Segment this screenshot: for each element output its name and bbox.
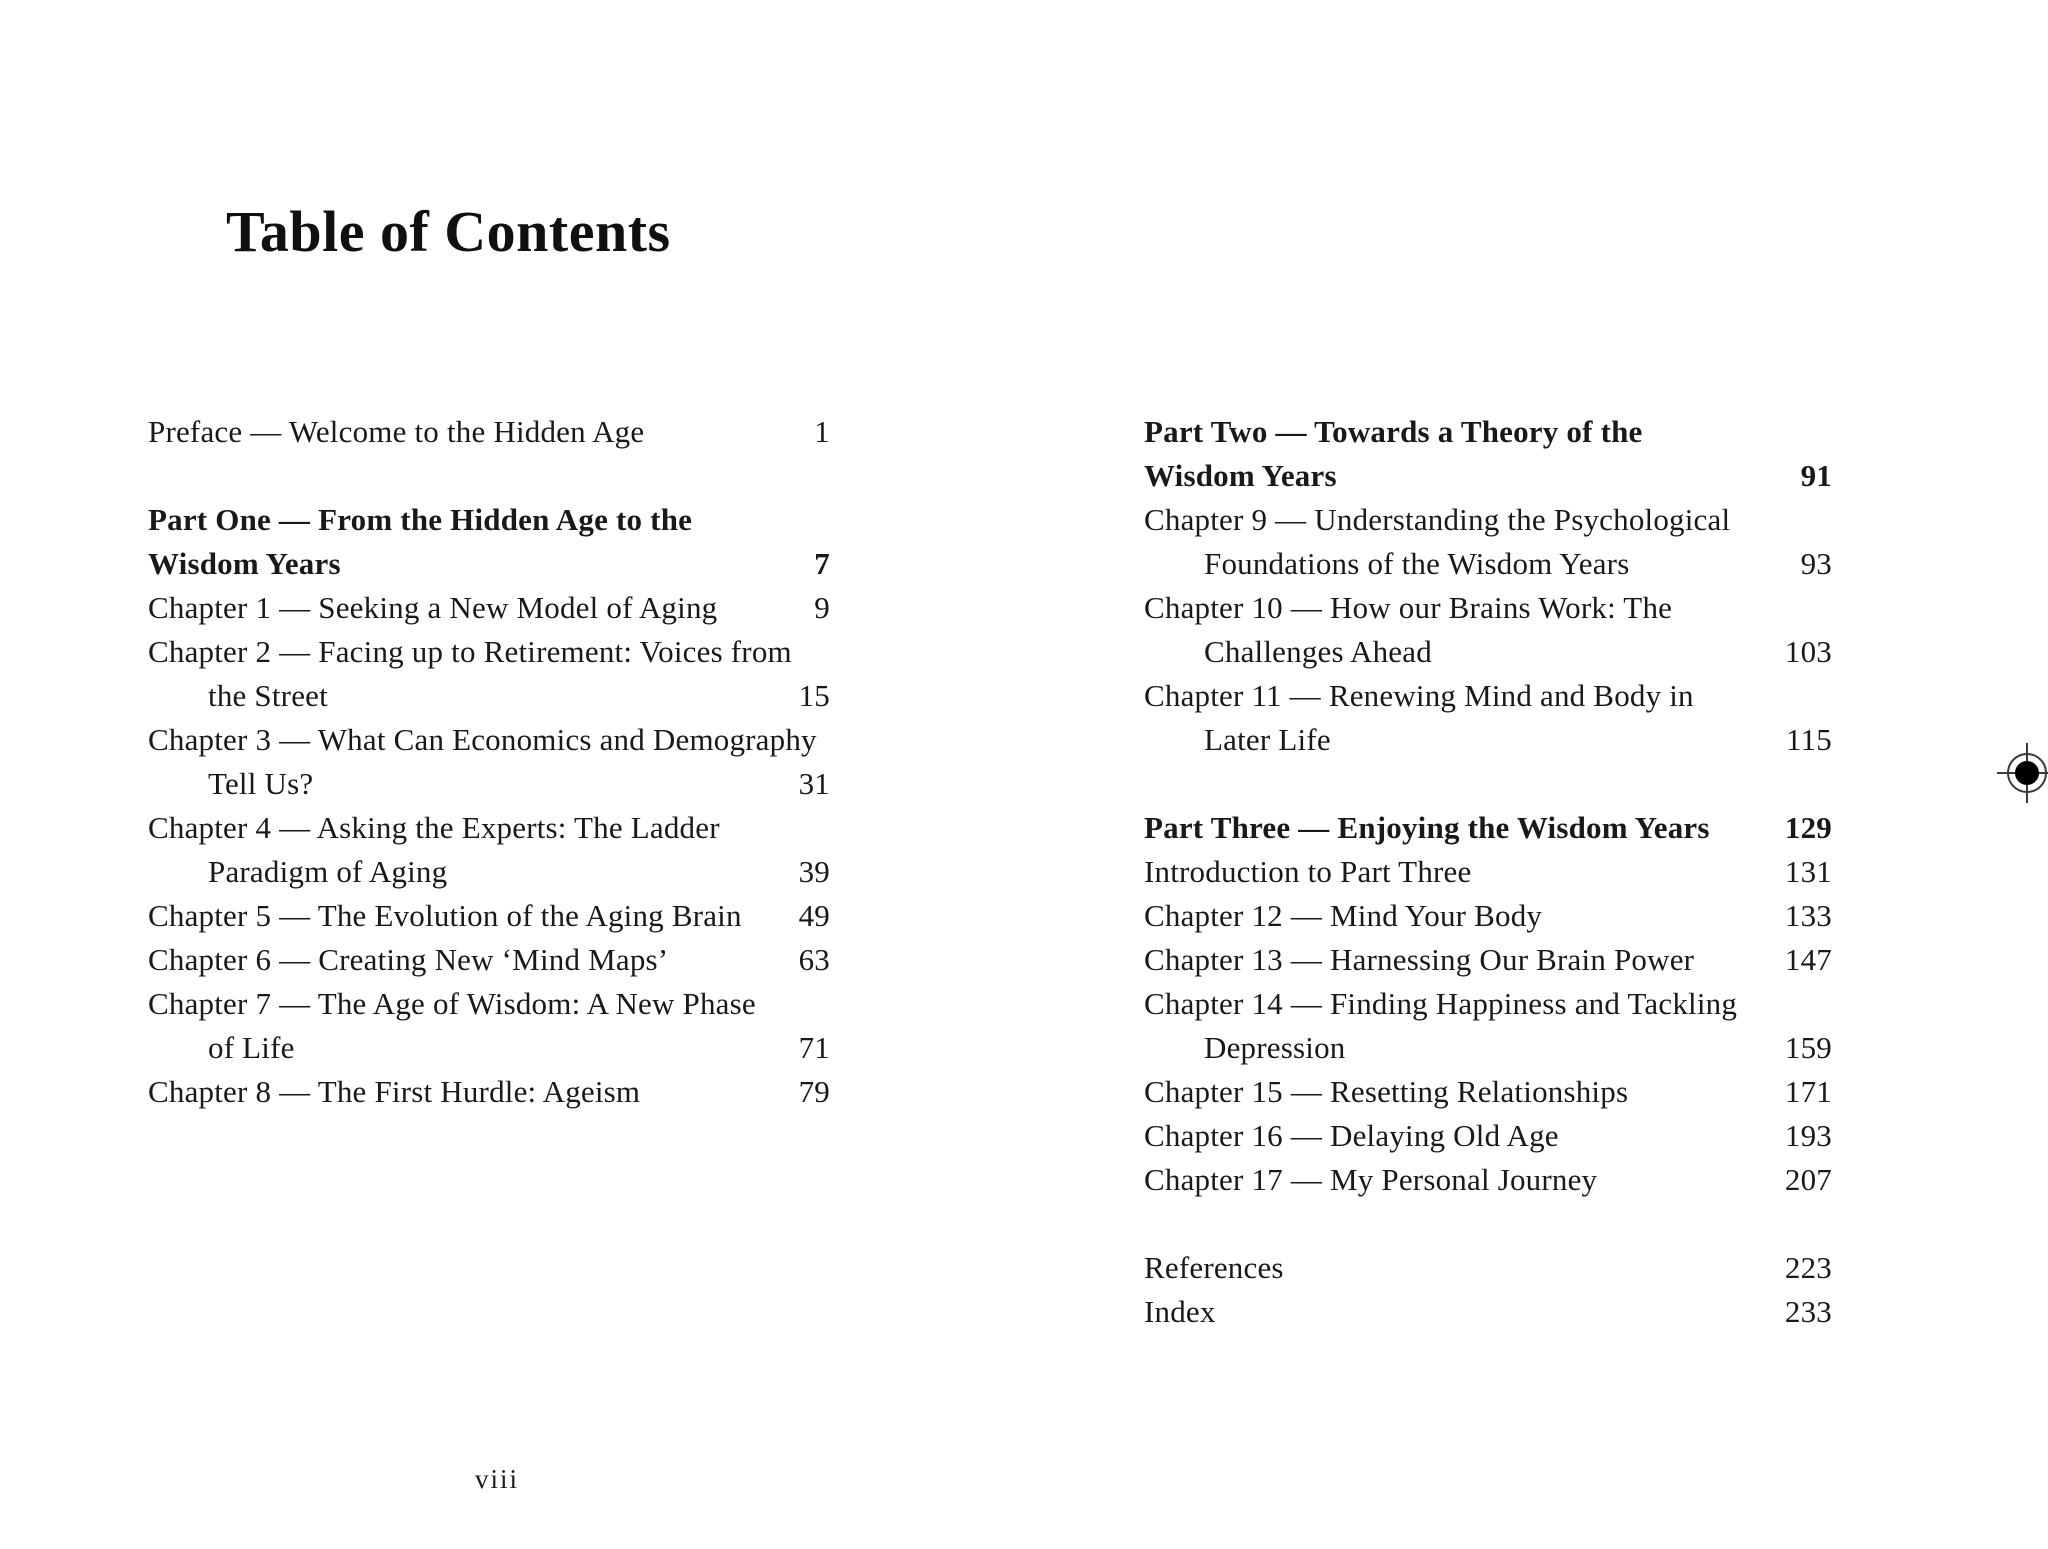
toc-entry-title: Preface — Welcome to the Hidden Age <box>148 414 645 449</box>
toc-entry <box>148 982 830 1026</box>
toc-entry-title: Chapter 5 — The Evolution of the Aging Brain <box>148 898 742 933</box>
toc-entry <box>1144 1290 1832 1334</box>
toc-part-heading <box>148 498 830 542</box>
toc-entry-title: the Street <box>208 678 328 713</box>
toc-entry-title: Chapter 7 — The Age of Wisdom: A New Phase <box>148 986 756 1021</box>
toc-part-heading <box>1144 806 1832 850</box>
page-title: Table of Contents <box>226 199 671 264</box>
toc-entry-page-number: 171 <box>1784 1074 1832 1109</box>
toc-entry-title: Depression <box>1204 1030 1346 1065</box>
toc-entry-page-number: 91 <box>1800 458 1832 493</box>
toc-entry-title: Chapter 8 — The First Hurdle: Ageism <box>148 1074 641 1109</box>
toc-entry-title: Part One — From the Hidden Age to the <box>148 502 693 537</box>
toc-entry <box>1144 674 1832 718</box>
toc-entry <box>1144 542 1832 586</box>
folio-page-number: viii <box>474 1464 519 1494</box>
toc-entry-page-number: 1 <box>814 414 830 449</box>
toc-entry-title: Chapter 4 — Asking the Experts: The Ladder <box>148 810 720 845</box>
toc-entry-page-number: 15 <box>798 678 830 713</box>
toc-entry-title: Chapter 2 — Facing up to Retirement: Voices from <box>148 634 792 669</box>
toc-entry <box>1144 630 1832 674</box>
toc-entry <box>148 894 830 938</box>
toc-entry <box>1144 850 1832 894</box>
toc-entry <box>1144 1026 1832 1070</box>
toc-entry-title: Wisdom Years <box>148 546 341 581</box>
toc-entry-page-number: 31 <box>798 766 830 801</box>
toc-entry-title: Later Life <box>1204 722 1331 757</box>
toc-entry <box>1144 894 1832 938</box>
toc-entry-page-number: 129 <box>1784 810 1832 845</box>
toc-entry-page-number: 93 <box>1800 546 1832 581</box>
toc-entry-page-number: 207 <box>1784 1162 1832 1197</box>
toc-entry <box>1144 1114 1832 1158</box>
toc-entry-title: Chapter 13 — Harnessing Our Brain Power <box>1144 942 1695 977</box>
toc-blank-line <box>1144 1202 1832 1246</box>
toc-column-right <box>1144 410 1832 1334</box>
toc-entry <box>148 850 830 894</box>
toc-entry-title: Chapter 17 — My Personal Journey <box>1144 1162 1598 1197</box>
toc-part-heading <box>148 542 830 586</box>
registration-mark-icon <box>1997 743 2048 803</box>
toc-entry-title: Index <box>1144 1294 1216 1329</box>
toc-entry-title: Chapter 9 — Understanding the Psychological <box>1144 502 1731 537</box>
toc-entry <box>1144 1158 1832 1202</box>
toc-entry-title: Chapter 6 — Creating New ‘Mind Maps’ <box>148 942 669 977</box>
toc-entry-page-number: 133 <box>1784 898 1832 933</box>
toc-entry <box>1144 1246 1832 1290</box>
toc-entry-title: Chapter 11 — Renewing Mind and Body in <box>1144 678 1694 713</box>
toc-entry <box>1144 718 1832 762</box>
toc-entry <box>1144 938 1832 982</box>
toc-entry-page-number: 131 <box>1784 854 1832 889</box>
toc-entry-page-number: 9 <box>814 590 830 625</box>
toc-entry-page-number: 193 <box>1784 1118 1832 1153</box>
toc-entry-title: Tell Us? <box>208 766 314 801</box>
toc-entry <box>148 674 830 718</box>
toc-entry-page-number: 71 <box>798 1030 830 1065</box>
toc-entry <box>148 1070 830 1114</box>
toc-column-left <box>148 410 830 1114</box>
toc-entry <box>148 630 830 674</box>
toc-entry <box>148 1026 830 1070</box>
toc-entry <box>1144 498 1832 542</box>
toc-entry-page-number: 159 <box>1784 1030 1832 1065</box>
toc-entry <box>148 586 830 630</box>
toc-entry <box>148 410 830 454</box>
toc-entry-title: Challenges Ahead <box>1204 634 1432 669</box>
toc-entry-page-number: 147 <box>1784 942 1832 977</box>
toc-entry-title: Chapter 16 — Delaying Old Age <box>1144 1118 1559 1153</box>
toc-entry <box>148 806 830 850</box>
toc-entry-title: Chapter 14 — Finding Happiness and Tackling <box>1144 986 1738 1021</box>
toc-entry-title: Part Three — Enjoying the Wisdom Years <box>1144 810 1710 845</box>
toc-entry-title: References <box>1144 1250 1284 1285</box>
toc-part-heading <box>1144 410 1832 454</box>
toc-entry-page-number: 7 <box>814 546 830 581</box>
toc-entry-page-number: 223 <box>1784 1250 1832 1285</box>
toc-entry-page-number: 49 <box>798 898 830 933</box>
toc-entry-title: Foundations of the Wisdom Years <box>1204 546 1630 581</box>
toc-entry-title: Chapter 10 — How our Brains Work: The <box>1144 590 1673 625</box>
toc-blank-line <box>1144 762 1832 806</box>
toc-entry <box>1144 586 1832 630</box>
toc-entry-title: Chapter 12 — Mind Your Body <box>1144 898 1543 933</box>
toc-entry-title: Wisdom Years <box>1144 458 1337 493</box>
toc-entry <box>1144 982 1832 1026</box>
toc-entry-title: Chapter 1 — Seeking a New Model of Aging <box>148 590 718 625</box>
toc-entry-page-number: 115 <box>1786 722 1832 757</box>
toc-entry-page-number: 233 <box>1784 1294 1832 1329</box>
toc-entry-page-number: 79 <box>798 1074 830 1109</box>
toc-entry-page-number: 63 <box>798 942 830 977</box>
toc-entry <box>148 762 830 806</box>
toc-entry-title: Part Two — Towards a Theory of the <box>1144 414 1643 449</box>
toc-entry <box>1144 1070 1832 1114</box>
toc-entry <box>148 938 830 982</box>
toc-entry-title: Chapter 15 — Resetting Relationships <box>1144 1074 1629 1109</box>
toc-entry-title: Introduction to Part Three <box>1144 854 1472 889</box>
toc-entry-page-number: 39 <box>798 854 830 889</box>
toc-blank-line <box>148 454 830 498</box>
toc-entry-title: of Life <box>208 1030 295 1065</box>
toc-entry-page-number: 103 <box>1784 634 1832 669</box>
toc-entry-title: Paradigm of Aging <box>208 854 448 889</box>
toc-entry <box>148 718 830 762</box>
toc-entry-title: Chapter 3 — What Can Economics and Demography <box>148 722 817 757</box>
toc-part-heading <box>1144 454 1832 498</box>
